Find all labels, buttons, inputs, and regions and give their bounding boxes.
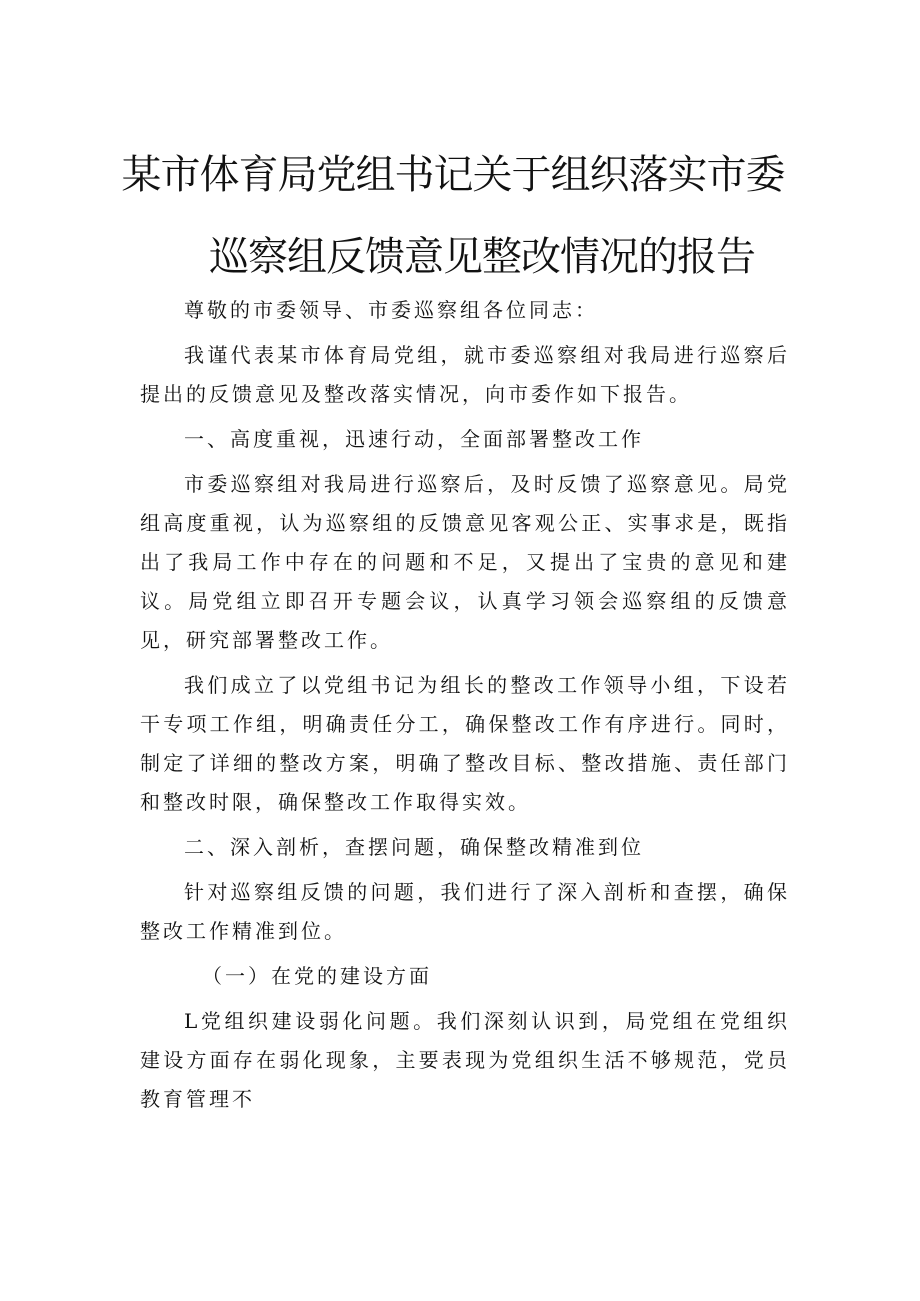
paragraph-intro: 我谨代表某市体育局党组，就市委巡察组对我局进行巡察后提出的反馈意见及整改落实情况，向市委作如下报告。 bbox=[140, 343, 790, 406]
section-heading-2: 二、深入剖析，查摆问题，确保整改精准到位 bbox=[184, 835, 644, 859]
paragraph: 针对巡察组反馈的问题，我们进行了深入剖析和查摆，确保整改工作精准到位。 bbox=[140, 880, 790, 943]
section-heading-1: 一、高度重视，迅速行动，全面部署整改工作 bbox=[184, 427, 644, 451]
salutation: 尊敬的市委领导、市委巡察组各位同志： bbox=[184, 298, 598, 322]
paragraph: L党组织建设弱化问题。我们深刻认识到，局党组在党组织建设方面存在弱化现象，主要表现为党组织生活不够规范，党员教育管理不 bbox=[140, 1009, 790, 1111]
document-title-line-2: 巡察组反馈意见整改情况的报告 bbox=[209, 234, 755, 280]
paragraph: 市委巡察组对我局进行巡察后，及时反馈了巡察意见。局党组高度重视，认为巡察组的反馈意见客观公正、实事求是，既指出了我局工作中存在的问题和不足，又提出了宝贵的意见和建议。局党组立即召开专题会议，认真学习领会巡察组的反馈意见，研究部署整改工作。 bbox=[140, 472, 790, 652]
document-body bbox=[140, 291, 790, 1119]
document-title-line-1: 某市体育局党组书记关于组织落实市委 bbox=[121, 152, 785, 198]
subsection-heading: （一）在党的建设方面 bbox=[202, 964, 432, 988]
paragraph: 我们成立了以党组书记为组长的整改工作领导小组，下设若干专项工作组，明确责任分工，确保整改工作有序进行。同时，制定了详细的整改方案，明确了整改目标、整改措施、责任部门和整改时限，确保整改工作取得实效。 bbox=[140, 673, 790, 814]
